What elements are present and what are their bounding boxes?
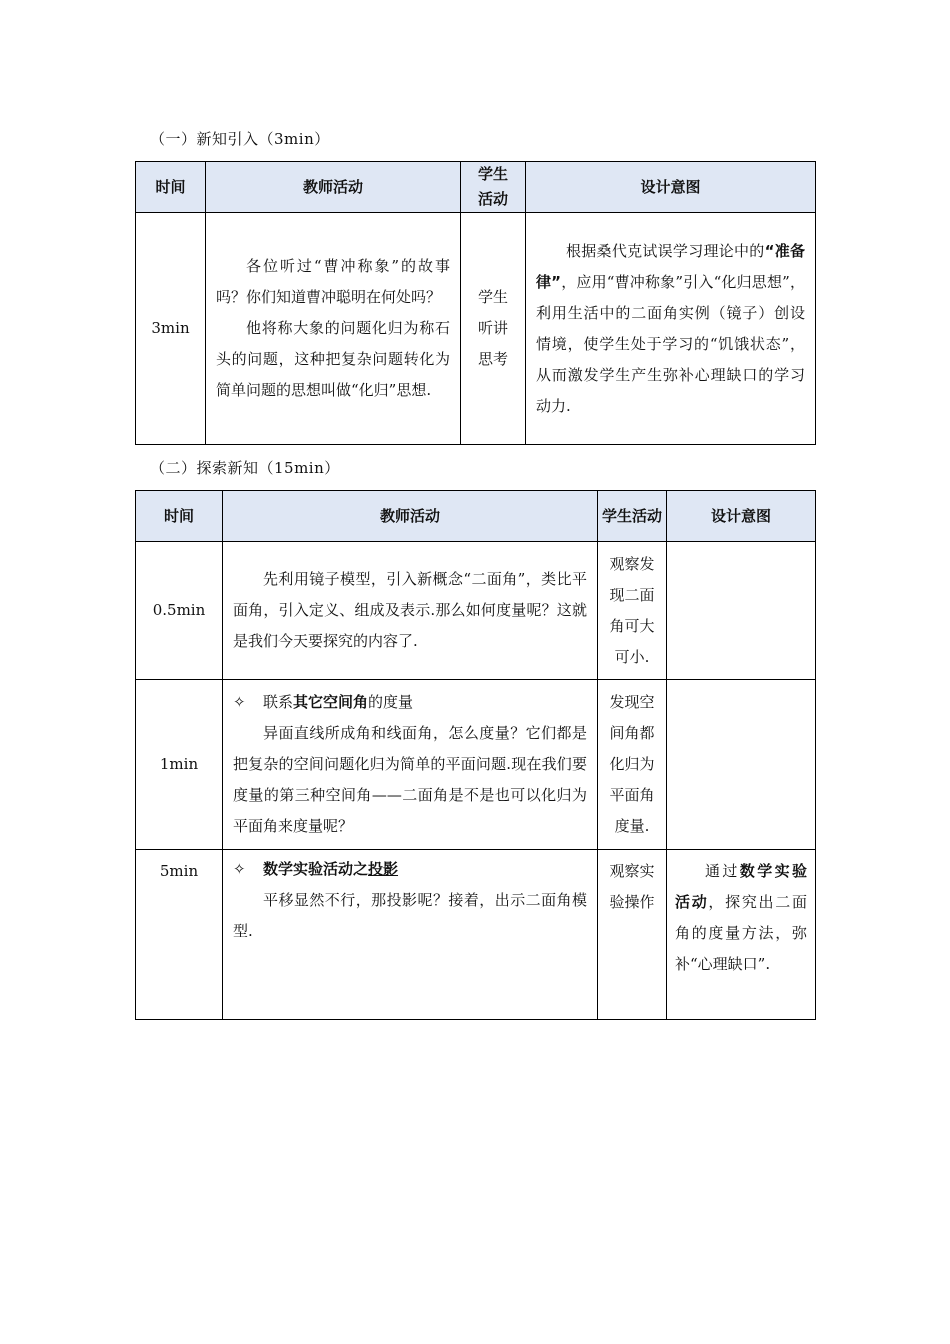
section-title-1: （一）新知引入（3min） bbox=[150, 130, 330, 148]
header-time: 时间 bbox=[136, 162, 206, 213]
design-text: 根据桑代克试误学习理论中的 bbox=[566, 241, 765, 260]
cell-student: 观察发现二面角可大可小. bbox=[598, 542, 667, 680]
student-line: 思考 bbox=[477, 350, 508, 368]
heading-text: 的度量 bbox=[368, 693, 414, 711]
cell-teacher bbox=[223, 542, 598, 680]
cell-time: 0.5min bbox=[136, 542, 223, 680]
design-text: 通过 bbox=[705, 862, 740, 880]
student-line: 学生 bbox=[477, 288, 508, 306]
cell-time: 5min bbox=[136, 850, 223, 1020]
diamond-bullet-icon: ✧ bbox=[233, 860, 246, 878]
cell-student: 观察实验操作 bbox=[598, 850, 667, 1020]
table-explore bbox=[135, 490, 816, 1020]
table-row bbox=[136, 542, 816, 680]
header-student-line: 活动 bbox=[477, 190, 508, 208]
header-design: 设计意图 bbox=[526, 162, 816, 213]
cell-design bbox=[526, 213, 816, 445]
table-intro bbox=[135, 161, 816, 445]
cell-design bbox=[667, 680, 816, 850]
header-student: 学生活动 bbox=[598, 491, 667, 542]
header-time: 时间 bbox=[136, 491, 223, 542]
heading-underline-text: 投影 bbox=[368, 860, 399, 878]
teacher-paragraph: 各位听过“曹冲称象”的故事吗？你们知道曹冲聪明在何处吗？ bbox=[216, 257, 450, 306]
cell-time: 3min bbox=[136, 213, 206, 445]
student-line: 听讲 bbox=[477, 319, 508, 337]
cell-teacher bbox=[223, 850, 598, 1020]
table-row bbox=[136, 213, 816, 445]
header-design: 设计意图 bbox=[667, 491, 816, 542]
teacher-heading bbox=[233, 854, 587, 885]
header-teacher: 教师活动 bbox=[206, 162, 461, 213]
heading-bold-text: 数学实验活动之 bbox=[263, 860, 369, 878]
teacher-paragraph: 先利用镜子模型，引入新概念“二面角”，类比平面角，引入定义、组成及表示.那么如何度量呢？这就是我们今天要探究的内容了. bbox=[233, 570, 587, 650]
header-student bbox=[461, 162, 526, 213]
header-teacher: 教师活动 bbox=[223, 491, 598, 542]
design-bold-text: “准备律” bbox=[536, 241, 805, 291]
heading-text: 联系 bbox=[263, 693, 294, 711]
teacher-paragraph: 他将称大象的问题化归为称石头的问题，这种把复杂问题转化为简单问题的思想叫做“化归”思想. bbox=[216, 319, 450, 399]
cell-student bbox=[461, 213, 526, 445]
table-header-row bbox=[136, 162, 816, 213]
design-paragraph bbox=[536, 236, 805, 422]
table-row bbox=[136, 680, 816, 850]
design-paragraph bbox=[675, 856, 807, 980]
design-bold-text: 数学实验活动 bbox=[675, 862, 807, 911]
cell-time: 1min bbox=[136, 680, 223, 850]
design-text: ，应用“曹冲称象”引入“化归思想”，利用生活中的二面角实例（镜子）创设情境，使学生处于学习的“饥饿状态”，从而激发学生产生弥补心理缺口的学习动力. bbox=[536, 272, 805, 415]
teacher-paragraph: 平移显然不行，那投影呢？接着，出示二面角模型. bbox=[233, 891, 587, 940]
design-text: ，探究出二面角的度量方法，弥补“心理缺口”. bbox=[675, 893, 807, 973]
cell-teacher bbox=[206, 213, 461, 445]
diamond-bullet-icon: ✧ bbox=[233, 693, 246, 711]
cell-design bbox=[667, 850, 816, 1020]
teacher-paragraph: 异面直线所成角和线面角，怎么度量？它们都是把复杂的空间问题化归为简单的平面问题.现在我们要度量的第三种空间角——二面角是不是也可以化归为平面角来度量呢？ bbox=[233, 724, 587, 835]
table-header-row bbox=[136, 491, 816, 542]
section-title-2: （二）探索新知（15min） bbox=[150, 459, 340, 477]
heading-bold-text: 其它空间角 bbox=[293, 693, 369, 711]
table-row bbox=[136, 850, 816, 1020]
cell-student: 发现空间角都化归为平面角度量. bbox=[598, 680, 667, 850]
teacher-heading bbox=[233, 687, 587, 718]
cell-design bbox=[667, 542, 816, 680]
header-student-line: 学生 bbox=[477, 165, 508, 183]
cell-teacher bbox=[223, 680, 598, 850]
